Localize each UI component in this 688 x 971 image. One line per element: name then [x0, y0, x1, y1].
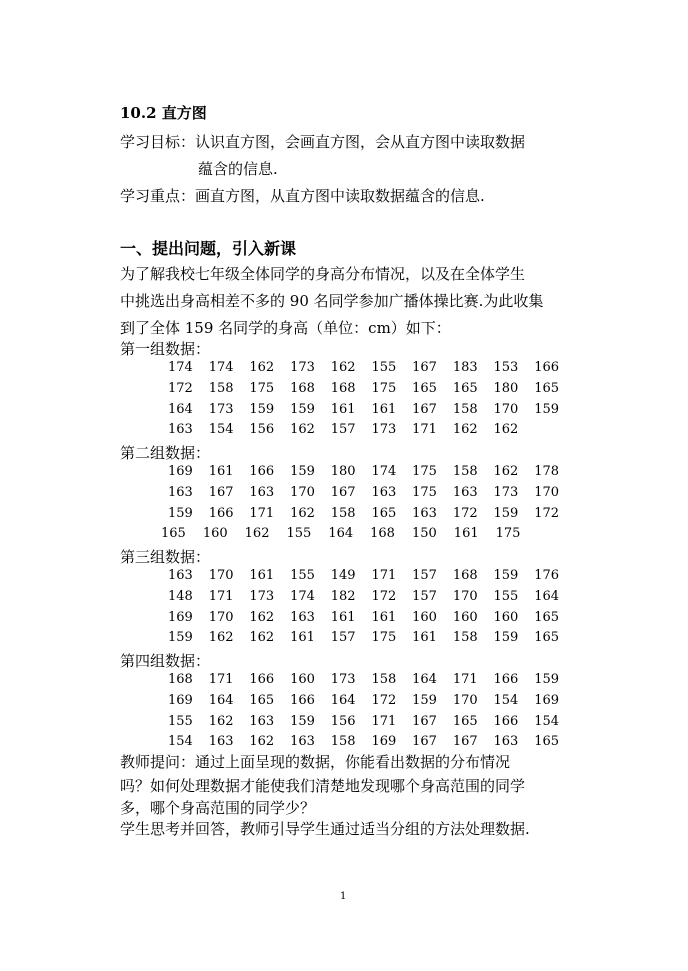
height-value: 154: [534, 713, 560, 729]
height-value: 160: [290, 672, 315, 687]
height-value: 158: [371, 672, 397, 687]
height-value: 155: [290, 568, 315, 583]
height-value: 158: [208, 380, 234, 396]
height-value: 150: [411, 526, 437, 542]
learning-goals-line1: 学习目标：认识直方图，会画直方图，会从直方图中读取数据: [120, 133, 526, 151]
height-value: 163: [168, 568, 193, 583]
height-value: 162: [244, 526, 270, 542]
height-value: 163: [493, 734, 519, 750]
height-value: 166: [249, 672, 275, 687]
height-value: 153: [493, 360, 519, 375]
height-value: 168: [168, 672, 193, 687]
height-value: 171: [412, 422, 437, 438]
height-value: 159: [493, 505, 519, 521]
data-row: [168, 506, 575, 521]
height-value: 168: [370, 526, 395, 542]
height-value: 170: [452, 588, 478, 604]
height-value: 173: [290, 360, 315, 375]
height-value: 164: [328, 526, 354, 542]
height-value: 170: [208, 609, 234, 625]
height-value: 162: [249, 734, 275, 750]
data-row: [161, 526, 537, 541]
height-value: 172: [371, 692, 397, 708]
height-value: 174: [168, 360, 193, 375]
height-value: 148: [168, 588, 193, 604]
height-value: 161: [412, 630, 437, 646]
height-value: 158: [330, 734, 356, 750]
height-value: 157: [330, 422, 356, 438]
teacher-question-line3: 多，哪个身高范围的同学少？: [120, 799, 316, 817]
height-value: 170: [493, 401, 519, 417]
height-value: 162: [452, 422, 478, 438]
height-value: 159: [168, 630, 193, 646]
height-value: 163: [412, 505, 437, 521]
height-value: 168: [330, 380, 356, 396]
height-value: 170: [534, 484, 560, 500]
height-value: 154: [168, 734, 193, 750]
height-value: 170: [208, 568, 234, 583]
height-value: 163: [452, 484, 478, 500]
height-value: 161: [249, 568, 275, 583]
height-value: 164: [168, 401, 193, 417]
height-value: 161: [371, 609, 397, 625]
height-value: 167: [412, 713, 437, 729]
height-value: 159: [534, 401, 560, 417]
height-value: 167: [330, 484, 356, 500]
height-value: 163: [249, 713, 275, 729]
height-value: 167: [452, 734, 478, 750]
learning-goals-line2: 蕴含的信息.: [198, 160, 278, 178]
height-value: 169: [168, 464, 193, 479]
height-value: 169: [168, 609, 193, 625]
height-value: 183: [452, 360, 478, 375]
height-value: 166: [493, 713, 519, 729]
data-row: [168, 610, 575, 625]
height-value: 174: [371, 464, 397, 479]
height-value: 162: [290, 505, 315, 521]
height-value: 165: [452, 713, 478, 729]
height-value: 164: [330, 692, 356, 708]
height-value: 174: [208, 360, 234, 375]
height-value: 175: [371, 630, 397, 646]
height-value: 162: [493, 422, 519, 438]
height-value: 158: [452, 401, 478, 417]
height-value: 169: [371, 734, 397, 750]
height-value: 171: [371, 568, 397, 583]
data-row: [168, 693, 575, 708]
height-value: 171: [371, 713, 397, 729]
height-value: 164: [412, 672, 437, 687]
height-value: 159: [249, 401, 275, 417]
group-label: 第一组数据：: [120, 340, 211, 358]
height-value: 167: [412, 360, 437, 375]
height-value: 171: [208, 672, 234, 687]
height-value: 167: [412, 734, 437, 750]
height-value: 165: [412, 380, 437, 396]
height-value: 173: [493, 484, 519, 500]
height-value: 173: [371, 422, 397, 438]
key-point: 学习重点：画直方图，从直方图中读取数据蕴含的信息.: [120, 187, 485, 205]
data-row: [168, 402, 575, 417]
height-value: 158: [452, 630, 478, 646]
height-value: 173: [249, 588, 275, 604]
intro-line-2: 中挑选出身高相差不多的 90 名同学参加广播体操比赛.为此收集: [120, 292, 544, 310]
height-value: 161: [330, 609, 356, 625]
height-value: 180: [493, 380, 519, 396]
height-value: 161: [453, 526, 479, 542]
data-row: [168, 734, 575, 749]
height-value: 163: [290, 609, 315, 625]
data-row: [168, 422, 534, 437]
height-value: 162: [330, 360, 356, 375]
height-value: 155: [371, 360, 397, 375]
height-value: 165: [161, 526, 186, 542]
height-value: 156: [249, 422, 275, 438]
height-value: 175: [495, 526, 521, 542]
data-row: [168, 485, 575, 500]
height-value: 175: [412, 484, 437, 500]
height-value: 172: [371, 588, 397, 604]
data-row: [168, 381, 575, 396]
height-value: 166: [290, 692, 315, 708]
height-value: 159: [493, 568, 519, 583]
data-row: [168, 589, 575, 604]
height-value: 174: [290, 588, 315, 604]
height-value: 165: [534, 734, 560, 750]
teacher-question-line2: 吗？如何处理数据才能使我们清楚地发现哪个身高范围的同学: [120, 777, 526, 795]
height-value: 171: [208, 588, 234, 604]
height-value: 182: [330, 588, 356, 604]
height-value: 159: [290, 401, 315, 417]
height-value: 180: [330, 464, 356, 479]
height-value: 159: [534, 672, 560, 687]
group-label: 第三组数据：: [120, 548, 211, 566]
height-value: 158: [452, 464, 478, 479]
height-value: 162: [249, 609, 275, 625]
height-value: 170: [290, 484, 315, 500]
data-row: [168, 568, 575, 583]
height-value: 161: [330, 401, 356, 417]
height-value: 172: [452, 505, 478, 521]
height-value: 160: [493, 609, 519, 625]
height-value: 171: [249, 505, 275, 521]
data-row: [168, 714, 575, 729]
height-value: 163: [208, 734, 234, 750]
height-value: 160: [452, 609, 478, 625]
height-value: 178: [534, 464, 560, 479]
height-value: 166: [208, 505, 234, 521]
lesson-title: 10.2 直方图: [120, 104, 207, 122]
student-answer: 学生思考并回答，教师引导学生通过适当分组的方法处理数据.: [120, 820, 530, 838]
height-value: 155: [168, 713, 193, 729]
height-value: 164: [534, 588, 560, 604]
height-value: 168: [290, 380, 315, 396]
height-value: 162: [290, 422, 315, 438]
height-value: 160: [412, 609, 437, 625]
height-value: 159: [493, 630, 519, 646]
height-value: 166: [249, 464, 275, 479]
height-value: 163: [249, 484, 275, 500]
height-value: 175: [412, 464, 437, 479]
height-value: 175: [371, 380, 397, 396]
group-label: 第四组数据：: [120, 652, 211, 670]
intro-line-1: 为了解我校七年级全体同学的身高分布情况，以及在全体学生: [120, 265, 526, 283]
data-row: [168, 630, 575, 645]
height-value: 149: [330, 568, 356, 583]
height-value: 162: [249, 630, 275, 646]
height-value: 176: [534, 568, 560, 583]
height-value: 163: [371, 484, 397, 500]
height-value: 154: [493, 692, 519, 708]
height-value: 162: [493, 464, 519, 479]
height-value: 164: [208, 692, 234, 708]
page-number: 1: [340, 891, 347, 902]
height-value: 157: [330, 630, 356, 646]
data-row: [168, 360, 575, 375]
height-value: 161: [290, 630, 315, 646]
height-value: 162: [208, 630, 234, 646]
height-value: 165: [452, 380, 478, 396]
height-value: 163: [168, 484, 193, 500]
height-value: 163: [290, 734, 315, 750]
height-value: 172: [534, 505, 560, 521]
height-value: 159: [168, 505, 193, 521]
height-value: 170: [452, 692, 478, 708]
height-value: 161: [371, 401, 397, 417]
height-value: 160: [202, 526, 228, 542]
height-value: 158: [330, 505, 356, 521]
group-label: 第二组数据：: [120, 444, 211, 462]
data-row: [168, 672, 575, 687]
height-value: 165: [534, 380, 560, 396]
height-value: 157: [412, 588, 437, 604]
height-value: 159: [290, 464, 315, 479]
height-value: 159: [412, 692, 437, 708]
data-row: [168, 464, 575, 479]
height-value: 166: [534, 360, 560, 375]
intro-line-3: 到了全体 159 名同学的身高（单位：cm）如下：: [120, 319, 451, 337]
height-value: 175: [249, 380, 275, 396]
height-value: 173: [330, 672, 356, 687]
height-value: 165: [249, 692, 275, 708]
height-value: 169: [534, 692, 560, 708]
height-value: 157: [412, 568, 437, 583]
height-value: 171: [452, 672, 478, 687]
height-value: 162: [249, 360, 275, 375]
height-value: 155: [286, 526, 312, 542]
height-value: 173: [208, 401, 234, 417]
height-value: 165: [371, 505, 397, 521]
height-value: 162: [208, 713, 234, 729]
height-value: 167: [208, 484, 234, 500]
teacher-question-line1: 教师提问：通过上面呈现的数据，你能看出数据的分布情况: [120, 753, 511, 771]
height-value: 159: [290, 713, 315, 729]
height-value: 165: [534, 609, 560, 625]
height-value: 161: [208, 464, 234, 479]
height-value: 169: [168, 692, 193, 708]
height-value: 156: [330, 713, 356, 729]
height-value: 154: [208, 422, 234, 438]
section-heading: 一、提出问题，引入新课: [120, 239, 297, 258]
height-value: 155: [493, 588, 519, 604]
height-value: 166: [493, 672, 519, 687]
height-value: 168: [452, 568, 478, 583]
height-value: 165: [534, 630, 560, 646]
height-value: 163: [168, 422, 193, 438]
height-value: 167: [412, 401, 437, 417]
height-value: 172: [168, 380, 193, 396]
